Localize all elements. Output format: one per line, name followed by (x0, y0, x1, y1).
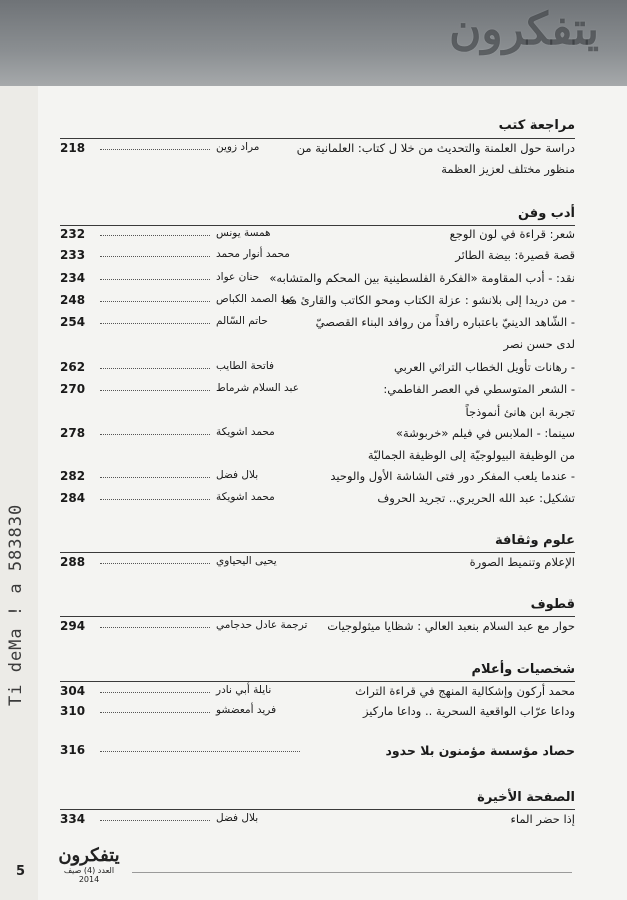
entry-page-number: 304 (60, 684, 86, 698)
dot-leader (100, 499, 210, 500)
toc-entry[interactable] (60, 812, 575, 832)
entry-page-number: 288 (60, 555, 86, 569)
toc-entry[interactable] (60, 271, 575, 291)
entry-author: عبد الصمد الكباص (216, 293, 296, 305)
entry-title: وداعا عرّاب الواقعية السحرية .. وداعا ماركيز (362, 704, 575, 718)
entry-title: - رهانات تأويل الخطاب التراثي العربي (393, 360, 575, 374)
entry-title: محمد أركون وإشكالية المنهج في قراءة التراث (355, 684, 575, 698)
dot-leader (100, 256, 210, 257)
section-rule (60, 552, 575, 553)
footer-logo-text: يتفكرون (58, 845, 120, 866)
entry-title: - من دريدا إلى بلانشو : عزلة الكتاب ومحو الكاتب والقارئ معا (281, 293, 575, 307)
entry-author: يحيى اليحياوي (216, 555, 277, 567)
dot-leader (100, 390, 210, 391)
toc-entry[interactable] (60, 227, 575, 247)
entry-title: سينما: - الملابس في فيلم «خربوشة» (395, 426, 575, 440)
entry-author: حاتم السّالم (216, 315, 268, 327)
entry-page-number: 294 (60, 619, 86, 633)
entry-page-number: 316 (60, 743, 86, 757)
entry-title: دراسة حول العلمنة والتحديث من خلا ل كتاب: العلمانية من (296, 141, 575, 155)
dot-leader (100, 477, 210, 478)
entry-author: فاتحة الطايب (216, 360, 275, 372)
toc-entry[interactable] (60, 555, 575, 575)
section-title-figures: شخصيات وأعلام (471, 662, 575, 677)
entry-page-number: 232 (60, 227, 86, 241)
entry-page-number: 218 (60, 141, 86, 155)
entry-author: ترجمة عادل حدجامي (216, 619, 308, 631)
section-title-selections: قطوف (530, 597, 575, 612)
page-number: 5 (16, 864, 26, 879)
section-title-last-page: الصفحة الأخيرة (477, 790, 575, 805)
toc-entry[interactable] (60, 684, 575, 704)
entry-page-number: 254 (60, 315, 86, 329)
section-rule (60, 681, 575, 682)
entry-author: مراد زوين (216, 141, 260, 153)
toc-entry-continuation (60, 162, 575, 182)
toc-entry[interactable] (60, 248, 575, 268)
dot-leader (100, 712, 210, 713)
entry-page-number: 310 (60, 704, 86, 718)
section-title-book-reviews: مراجعة كتب (498, 118, 575, 133)
entry-page-number: 234 (60, 271, 86, 285)
toc-entry-continuation (60, 337, 575, 357)
entry-page-number: 278 (60, 426, 86, 440)
section-rule (60, 138, 575, 139)
section-rule (60, 225, 575, 226)
entry-page-number: 248 (60, 293, 86, 307)
dot-leader (100, 692, 210, 693)
section-title-literature-art: أدب وفن (517, 206, 575, 221)
toc-entry-harvest[interactable] (60, 743, 575, 763)
entry-page-number: 233 (60, 248, 86, 262)
issue-label: العدد (4) صيف 2014 (63, 866, 115, 884)
entry-author: بلال فضل (216, 812, 259, 824)
section-title-harvest: حصاد مؤسسة مؤمنون بلا حدود (385, 743, 575, 758)
entry-author: بلال فضل (216, 469, 259, 481)
section-rule (60, 809, 575, 810)
entry-author: نايلة أبي نادر (216, 684, 272, 696)
toc-entry-continuation (60, 405, 575, 425)
entry-title: تجربة ابن هانئ أنموذجاً (465, 405, 575, 419)
toc-entry[interactable] (60, 426, 575, 446)
dot-leader (100, 368, 210, 369)
dot-leader (100, 563, 210, 564)
entry-page-number: 282 (60, 469, 86, 483)
dot-leader (100, 820, 210, 821)
entry-author: حنان عواد (216, 271, 260, 283)
entry-title: تشكيل: عبد الله الحريري.. تجريد الحروف (377, 491, 575, 505)
toc-entry[interactable] (60, 704, 575, 724)
footer-rule (132, 872, 572, 873)
section-rule (60, 616, 575, 617)
dot-leader (100, 434, 210, 435)
entry-page-number: 284 (60, 491, 86, 505)
entry-author: فريد أمعضشو (216, 704, 277, 716)
entry-title: نقد: - أدب المقاومة «الفكرة الفلسطينية بين المحكم والمتشابه» (269, 271, 575, 285)
section-title-science-culture: علوم وثقافة (495, 533, 575, 548)
toc-entry[interactable] (60, 315, 575, 335)
dot-leader (100, 323, 210, 324)
entry-title: حوار مع عبد السلام بنعبد العالي : شظايا ميثولوجيات (327, 619, 575, 633)
toc-entry[interactable] (60, 491, 575, 511)
entry-title: - عندما يلعب المفكر دور فتى الشاشة الأول والوحيد (330, 469, 575, 483)
entry-title: شعر: قراءة في لون الوجع (449, 227, 575, 241)
entry-author: محمد اشويكة (216, 491, 275, 503)
dot-leader (100, 149, 210, 150)
toc-entry[interactable] (60, 293, 575, 313)
entry-page-number: 270 (60, 382, 86, 396)
dot-leader (100, 301, 210, 302)
toc-entry[interactable] (60, 469, 575, 489)
entry-title: قصة قصيرة: بيضة الطائر (455, 248, 575, 262)
dot-leader (100, 279, 210, 280)
toc-entry[interactable] (60, 141, 575, 161)
entry-author: محمد أنوار محمد (216, 248, 290, 260)
handwritten-note: Ti deMa ! a 583830 (6, 503, 26, 706)
toc-entry[interactable] (60, 619, 575, 639)
entry-page-number: 334 (60, 812, 86, 826)
footer-logo (54, 846, 124, 884)
dot-leader (100, 627, 210, 628)
toc-entry[interactable] (60, 360, 575, 380)
entry-author: همسة يونس (216, 227, 271, 239)
toc-entry[interactable] (60, 382, 575, 402)
magazine-logo: يتفكرون (449, 4, 599, 55)
entry-title: الإعلام وتنميط الصورة (469, 555, 575, 569)
entry-author: محمد اشويكة (216, 426, 275, 438)
entry-title: إذا حضر الماء (510, 812, 575, 826)
dot-leader (100, 751, 300, 752)
entry-title: - الشّاهد الدينيّ باعتباره رافداً من روافد البناء القصصيّ (315, 315, 575, 329)
entry-title: - الشعر المتوسطي في العصر الفاطمي: (383, 382, 575, 396)
dot-leader (100, 235, 210, 236)
entry-title: من الوظيفة البيولوجيّة إلى الوظيفة الجماليّة (367, 448, 575, 462)
entry-title: لدى حسن نصر (503, 337, 575, 351)
entry-author: عبد السلام شرماط (216, 382, 299, 394)
toc-entry-continuation (60, 448, 575, 468)
entry-page-number: 262 (60, 360, 86, 374)
entry-title: منظور مختلف لعزيز العظمة (441, 162, 575, 176)
